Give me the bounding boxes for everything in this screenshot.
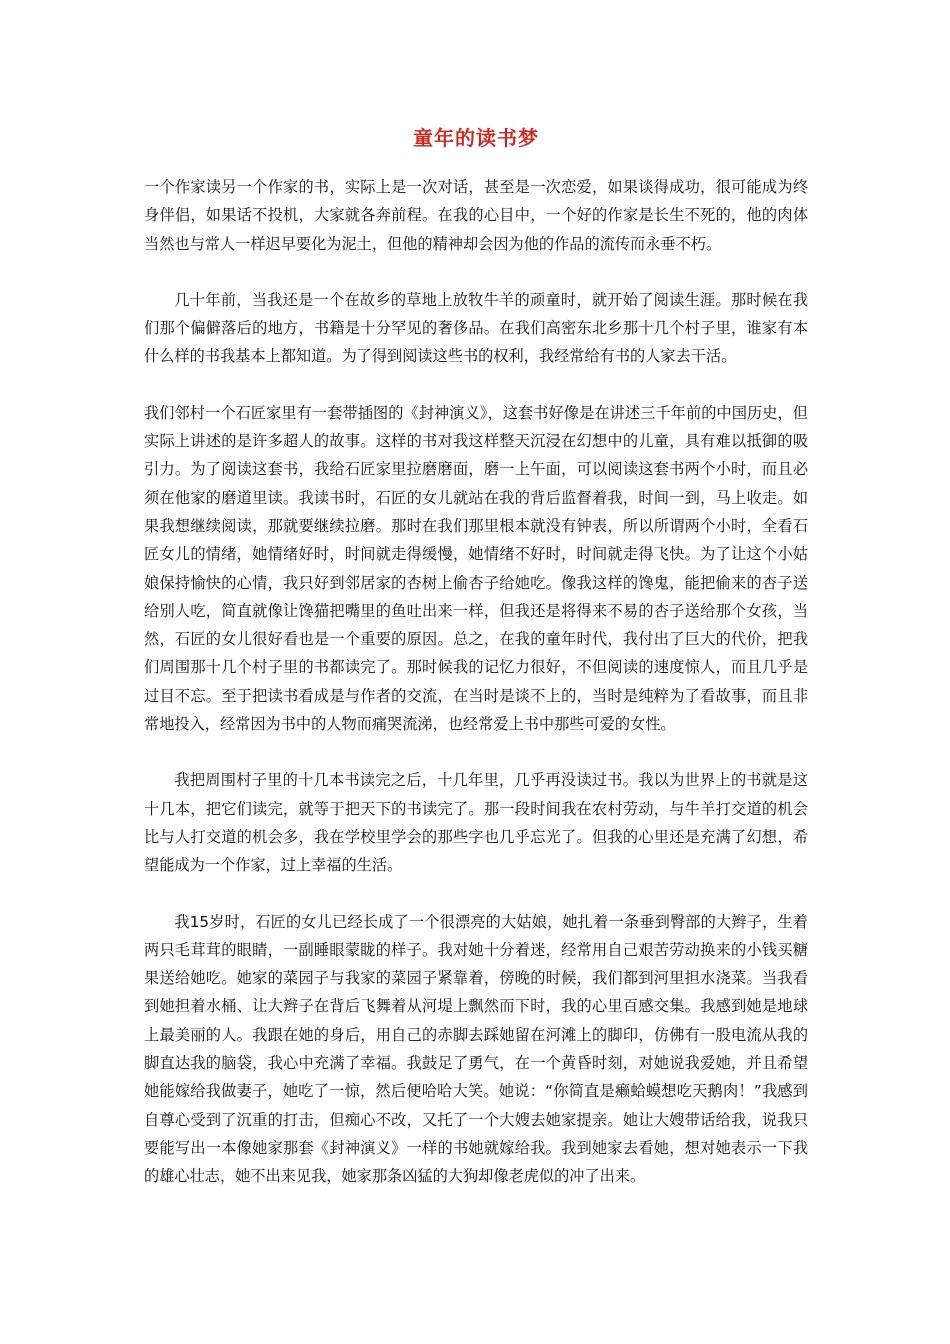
document-title: 童年的读书梦 bbox=[413, 126, 539, 150]
paragraph-5: 我15岁时，石匠的女儿已经长成了一个很漂亮的大姑娘，她扎着一条垂到臀部的大辫子，生着两只毛茸茸的眼睛，一副睡眼蒙眬的样子。我对她十分着迷，经常用自己艰苦劳动换来的小钱买糖果送给她吃。她家的菜园子与我家的菜园子紧靠着，傍晚的时候，我们都到河里担水浇菜。当我看到她担着水桶、让大辫子在背后飞舞着从河堤上飘然而下时，我的心里百感交集。我感到她是地球上最美丽的人。我跟在她的身后，用自己的赤脚去踩她留在河滩上的脚印，仿佛有一股电流从我的脚直达我的脑袋，我心中充满了幸福。我鼓足了勇气，在一个黄昏时刻，对她说我爱她，并且希望她能嫁给我做妻子，她吃了一惊，然后便哈哈大笑。她说：“你简直是癞蛤蟆想吃天鹅肉！”我感到自尊心受到了沉重的打击，但痴心不改，又托了一个大嫂去她家提亲。她让大嫂带话给我，说我只要能写出一本像她家那套《封神演义》一样的书她就嫁给我。我到她家去看她，想对她表示一下我的雄心壮志，她不出来见我，她家那条凶猛的大狗却像老虎似的冲了出来。 bbox=[144, 912, 808, 1186]
paragraph-4: 我把周围村子里的十几本书读完之后，十几年里，几乎再没读过书。我以为世界上的书就是这十几本，把它们读完，就等于把天下的书读完了。那一段时间我在农村劳动，与牛羊打交道的机会比与人打交道的机会多，我在学校里学会的那些字也几乎忘光了。但我的心里还是充满了幻想，希望能成为一个作家，过上幸福的生活。 bbox=[144, 771, 808, 875]
paragraph-2: 几十年前，当我还是一个在故乡的草地上放牧牛羊的顽童时，就开始了阅读生涯。那时候在我们那个偏僻落后的地方，书籍是十分罕见的奢侈品。在我们高密东北乡那十几个村子里，谁家有本什么样的书我基本上都知道。为了得到阅读这些书的权利，我经常给有书的人家去干活。 bbox=[144, 290, 808, 366]
paragraph-3: 我们邻村一个石匠家里有一套带插图的《封神演义》，这套书好像是在讲述三千年前的中国历史，但实际上讲述的是许多超人的故事。这样的书对我这样整天沉浸在幻想中的儿童，具有难以抵御的吸引力。为了阅读这套书，我给石匠家里拉磨磨面，磨一上午面，可以阅读这套书两个小时，而且必须在他家的磨道里读。我读书时，石匠的女儿就站在我的背后监督着我，时间一到，马上收走。如果我想继续阅读，那就要继续拉磨。那时在我们那里根本就没有钟表，所以所谓两个小时，全看石匠女儿的情绪，她情绪好时，时间就走得缓慢，她情绪不好时，时间就走得飞快。为了让这个小姑娘保持愉快的心情，我只好到邻居家的杏树上偷杏子给她吃。像我这样的馋鬼，能把偷来的杏子送给别人吃，简直就像让馋猫把嘴里的鱼吐出来一样，但我还是将得来不易的杏子送给那个女孩，当然，石匠的女儿很好看也是一个重要的原因。总之，在我的童年时代，我付出了巨大的代价，把我们周围那十几个村子里的书都读完了。那时候我的记忆力很好，不但阅读的速度惊人，而且几乎是过目不忘。至于把读书看成是与作者的交流，在当时是谈不上的，当时是纯粹为了看故事，而且非常地投入，经常因为书中的人物而痛哭流涕，也经常爱上书中那些可爱的女性。 bbox=[144, 403, 808, 734]
paragraph-1: 一个作家读另一个作家的书，实际上是一次对话，甚至是一次恋爱，如果谈得成功，很可能成为终身伴侣，如果话不投机，大家就各奔前程。在我的心目中，一个好的作家是长生不死的，他的肉体当然也与常人一样迟早要化为泥土，但他的精神却会因为他的作品的流传而永垂不朽。 bbox=[144, 178, 808, 253]
document-page bbox=[144, 0, 808, 1191]
